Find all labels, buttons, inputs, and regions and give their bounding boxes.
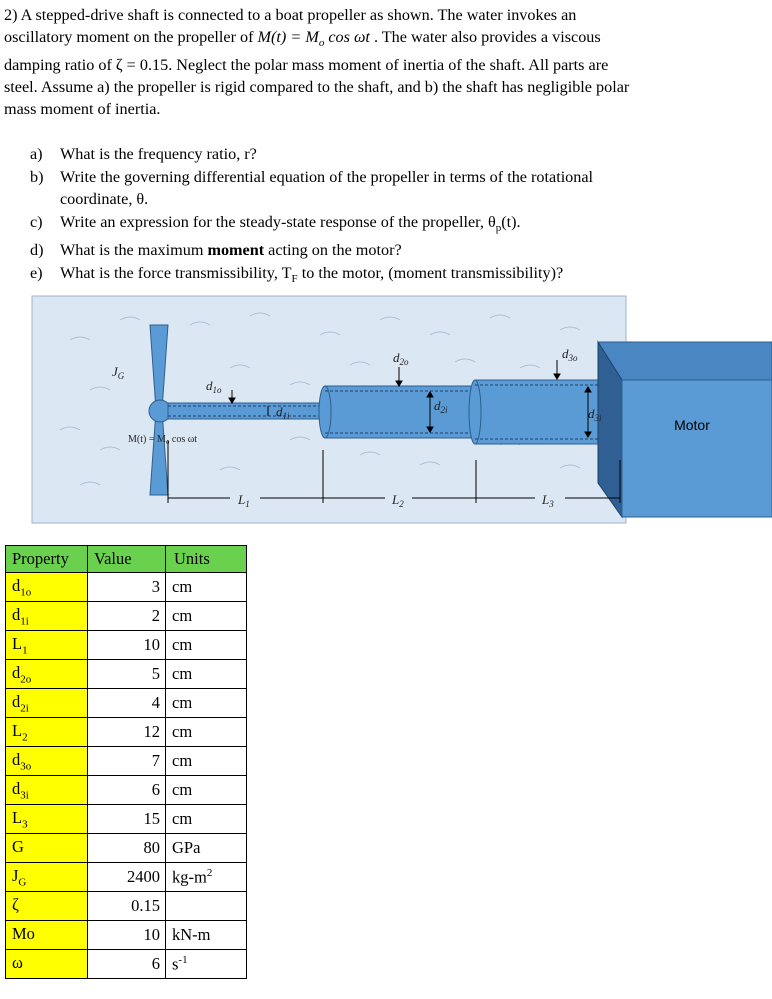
- question-text-post: acting on the motor?: [264, 241, 402, 260]
- table-row: [6, 805, 247, 834]
- property-cell: $d_{3i}$: [6, 776, 88, 805]
- table-row: [6, 921, 247, 950]
- label-d1i: $d_{1i}$: [276, 404, 290, 421]
- units-cell: [166, 892, 247, 921]
- shaft-segment-2: [325, 386, 475, 438]
- table-row: [6, 602, 247, 631]
- problem-line-1: 2) A stepped-drive shaft is connected to a boat propeller as shown. The water invokes an: [4, 6, 577, 24]
- question-text: What is the maximum: [60, 241, 208, 260]
- value-cell: 15: [88, 805, 166, 834]
- question-text: Write an expression for the steady-state response of the propeller, θ: [60, 212, 496, 231]
- property-cell: ζ: [6, 892, 88, 921]
- problem-line-4: steel. Assume a) the propeller is rigid compared to the shaft, and b) the shaft has negligible polar: [4, 78, 630, 97]
- problem-line-2: [4, 26, 768, 54]
- question-b: [30, 166, 770, 211]
- label-jg: $J_G$: [112, 364, 125, 381]
- header-property: Property: [6, 546, 88, 573]
- shaft-diagram: [0, 290, 772, 530]
- table-row: [6, 776, 247, 805]
- question-bold: moment: [207, 241, 265, 260]
- table-row: [6, 631, 247, 660]
- question-label: c): [30, 212, 43, 231]
- value-cell: 7: [88, 747, 166, 776]
- units-cell: cm: [166, 747, 247, 776]
- property-cell: $d_{2i}$: [6, 689, 88, 718]
- problem-statement: [4, 4, 768, 120]
- value-cell: 2: [88, 602, 166, 631]
- motor-label: Motor: [674, 417, 710, 433]
- label-d3i: $d_{3i}$: [588, 406, 602, 423]
- units-cell: cm: [166, 718, 247, 747]
- table-row: [6, 834, 247, 863]
- problem-line-5: mass moment of inertia.: [4, 100, 161, 119]
- units-cell: cm: [166, 573, 247, 602]
- value-cell: 6: [88, 950, 166, 979]
- table-row: [6, 863, 247, 892]
- value-cell: 5: [88, 660, 166, 689]
- question-label: d): [30, 241, 44, 260]
- question-text-cont: coordinate, θ.: [60, 190, 149, 208]
- property-cell: $d_{3o}$: [6, 747, 88, 776]
- shaft-segment-1: [168, 403, 325, 419]
- property-cell: ω: [6, 950, 88, 979]
- value-cell: 10: [88, 921, 166, 950]
- value-cell: 0.15: [88, 892, 166, 921]
- units-cell: cm: [166, 602, 247, 631]
- value-cell: 4: [88, 689, 166, 718]
- moment-expression: M(t) = M: [257, 28, 319, 46]
- table-row: [6, 892, 247, 921]
- property-cell: $L_3$: [6, 805, 88, 834]
- units-cell: cm: [166, 660, 247, 689]
- table-row: [6, 660, 247, 689]
- property-cell: $d_{1i}$: [6, 602, 88, 631]
- property-cell: $d_{2o}$: [6, 660, 88, 689]
- header-value: Value: [88, 546, 166, 573]
- question-d: [30, 239, 770, 262]
- motor-front-face: [622, 380, 772, 517]
- problem-line-3: damping ratio of ζ = 0.15. Neglect the polar mass moment of inertia of the shaft. All parts are: [4, 56, 609, 75]
- value-cell: 80: [88, 834, 166, 863]
- table-row: [6, 747, 247, 776]
- units-cell: cm: [166, 689, 247, 718]
- value-cell: 12: [88, 718, 166, 747]
- question-text: What is the force transmissibility, T: [60, 263, 292, 282]
- label-d2i: $d_{2i}$: [434, 398, 448, 415]
- question-label: a): [30, 145, 43, 163]
- units-cell: cm: [166, 776, 247, 805]
- moment-expression-sub: o: [318, 37, 325, 50]
- header-units: Units: [166, 546, 247, 573]
- property-cell: Mo: [6, 921, 88, 950]
- question-c: [30, 211, 770, 240]
- shaft-2-end: [319, 386, 331, 438]
- question-text: Write the governing differential equation of the propeller in terms of the rotational: [60, 167, 594, 186]
- units-cell: GPa: [166, 834, 247, 863]
- label-d3o: $d_{3o}$: [562, 346, 578, 363]
- question-text-post: to the motor, (moment transmissibility)?: [297, 263, 564, 282]
- label-moment: $M(t) = M_o$ cos ωt: [128, 434, 198, 446]
- property-cell: $L_2$: [6, 718, 88, 747]
- value-cell: 2400: [88, 863, 166, 892]
- question-sub: F: [291, 272, 298, 285]
- value-cell: 10: [88, 631, 166, 660]
- label-l3: $L_3$: [542, 492, 554, 509]
- question-a: [30, 143, 770, 166]
- moment-expression-cos: cos ωt: [324, 28, 370, 46]
- table-header-row: [6, 546, 247, 573]
- property-cell: G: [6, 834, 88, 863]
- units-cell: kN-m: [166, 921, 247, 950]
- question-text: What is the frequency ratio, r?: [60, 145, 257, 163]
- table-row: [6, 718, 247, 747]
- shaft-3-end: [469, 380, 481, 444]
- table-row: [6, 950, 247, 979]
- question-label: b): [30, 167, 44, 186]
- question-list: [30, 143, 770, 290]
- value-cell: 3: [88, 573, 166, 602]
- question-label: e): [30, 263, 43, 282]
- label-l2: $L_2$: [392, 492, 404, 509]
- table-row: [6, 689, 247, 718]
- shaft-diagram-svg: [0, 290, 772, 530]
- label-d1o: $d_{1o}$: [206, 378, 222, 395]
- units-cell: $kg-m^2$: [166, 863, 247, 892]
- motor-top-face: [598, 342, 772, 380]
- question-e: [30, 262, 770, 291]
- property-cell: $L_1$: [6, 631, 88, 660]
- property-cell: $d_{1o}$: [6, 573, 88, 602]
- table-row: [6, 573, 247, 602]
- label-l1: $L_1$: [238, 492, 250, 509]
- property-cell: $J_G$: [6, 863, 88, 892]
- problem-line-2a: oscillatory moment on the propeller of: [4, 28, 258, 46]
- units-cell: cm: [166, 805, 247, 834]
- units-cell: cm: [166, 631, 247, 660]
- property-table: [5, 545, 247, 979]
- units-cell: $s^{-1}$: [166, 950, 247, 979]
- value-cell: 6: [88, 776, 166, 805]
- question-tail: (t).: [501, 212, 521, 231]
- problem-line-2b: . The water also provides a viscous: [369, 28, 601, 46]
- label-d2o: $d_{2o}$: [393, 350, 409, 367]
- question-sub: p: [495, 221, 502, 234]
